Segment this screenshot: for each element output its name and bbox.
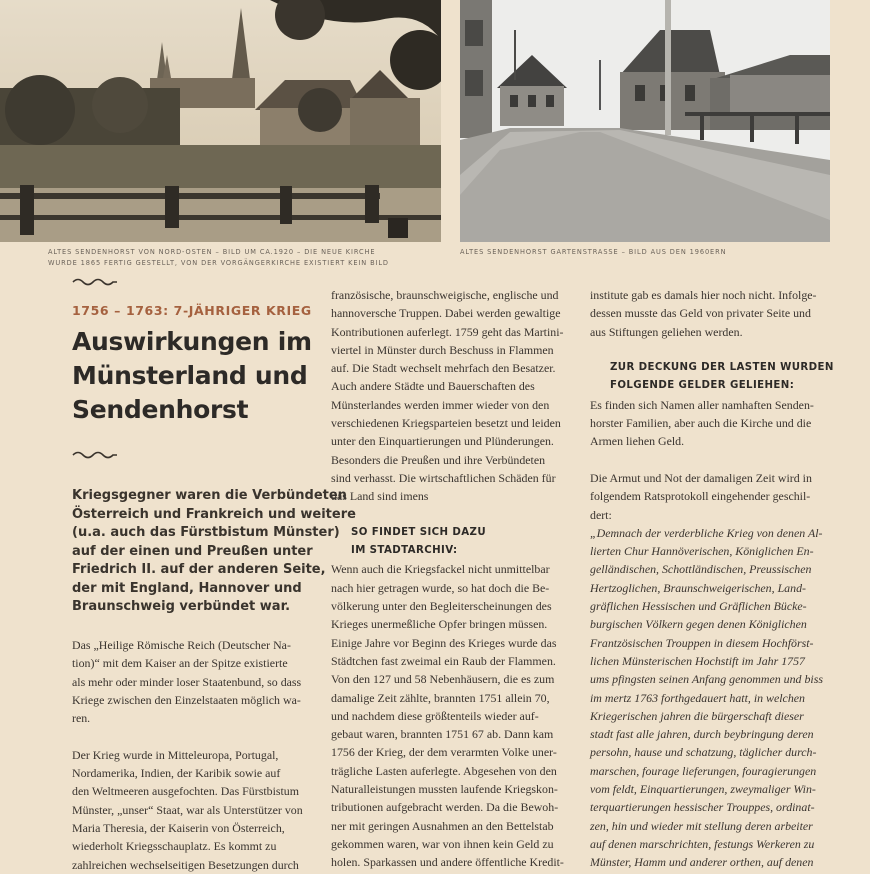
lead-line: (u.a. auch das Fürstbistum Münster) — [72, 525, 340, 540]
subheading-line: ZUR DECKUNG DER LASTEN WURDEN — [610, 362, 834, 374]
body-line: viertel in Münster durch Beschuss in Flammen — [331, 342, 554, 357]
body-line: gebaut waren, brannten 1751 67 ab. Dann kam — [331, 727, 554, 742]
body-line: tributionen aufgebracht werden. Da die Bewoh- — [331, 800, 559, 815]
title-line: Auswirkungen im — [72, 327, 312, 356]
body-line: Auch andere Städte und Bauerschaften des — [331, 379, 535, 394]
article-lead — [72, 487, 356, 617]
lead-line: Kriegsgegner waren die Verbündeten — [72, 488, 347, 503]
quote-line: stadt fast alle jahren, durch beybringung deren — [590, 727, 814, 742]
photo-caption-left — [48, 247, 389, 269]
quote-line: zen, hin und wieder mit stellung deren arbeiter — [590, 818, 813, 833]
article-title — [72, 325, 332, 427]
quote-line: terquartierungen hessischer Trouppes, ordinat- — [590, 800, 815, 815]
quote-line: burgischen Völkern gegen denen Königlichen — [590, 617, 807, 632]
body-line: wiederholt Kriegsschauplatz. Es kommt zu — [72, 839, 277, 854]
body-line: Armen liehen Geld. — [590, 434, 685, 449]
body-line: als mehr oder minder loser Staatenbund, so dass — [72, 674, 302, 689]
quote-line: Kriegerischen jahren die bürgerschaft dieser — [590, 708, 804, 723]
body-line: Das „Heilige Römische Reich (Deutscher Na- — [72, 638, 291, 652]
body-line: französische, braunschweigische, englische und — [331, 288, 559, 302]
body-line: und nachdem diese größtenteils wieder auf- — [331, 708, 539, 723]
lead-line: Braunschweig verbündet war. — [72, 599, 291, 614]
body-line: Naturalleistungen mussten laufende Kriegskon- — [331, 782, 558, 797]
quote-line: persohn, hause und schatzung, täglicher durch- — [590, 745, 817, 760]
article-kicker: 1756 – 1763: 7-JÄHRIGER KRIEG — [72, 303, 312, 318]
body-column-3 — [590, 286, 834, 872]
quote-line: lierten Chur Hannöverischen, Königlichen En- — [590, 544, 814, 559]
body-line: Städtchen fast zweimal ein Raub der Flammen. — [331, 653, 556, 668]
body-line: Kriege zwischen den Einzelstaaten möglich wa- — [72, 692, 301, 707]
body-line: hannoversche Truppen. Dabei werden gewaltige — [331, 306, 561, 321]
quote-line: vom feldt, Einquartierungen, zweymaliger Win- — [590, 782, 816, 797]
body-line: Einige Jahre vor Beginn des Krieges wurde das — [331, 635, 557, 650]
title-line: Münsterland und — [72, 361, 308, 390]
body-line: unter den Einquartierungen und Plünderungen. — [331, 434, 554, 449]
quote-line: ums pfingsten seinen Anfang genommen und biss — [590, 672, 823, 687]
quote-line: gelländischen, Schottländischen, Preussischen — [590, 562, 812, 577]
lead-line: der mit England, Hannover und — [72, 580, 302, 596]
quote-line: gräflichen Hessischen und Gräflichen Bücke- — [590, 599, 807, 614]
ratsprotokoll-quote — [590, 524, 830, 872]
body-line: Münsterlandes werden immer wieder von den — [331, 397, 550, 412]
quote-line: im mertz 1763 forthgedauert hatt, in welchen — [590, 690, 806, 705]
body-line: Kontributionen auferlegt. 1759 geht das Martini- — [331, 324, 564, 339]
body-line: verschiedenen Kriegsparteien besetzt und leiden — [331, 416, 561, 431]
subheading-lasten — [590, 359, 834, 396]
quote-line: auf denen marschrichten, festungs Werkeren zu — [590, 836, 815, 851]
body-line: dessen musste das Geld von privater Seite und — [590, 306, 811, 321]
photo-gartenstrasse — [460, 0, 830, 242]
subheading-stadtarchiv — [331, 524, 571, 561]
body-column-2 — [331, 286, 571, 872]
body-line: Der Krieg wurde in Mitteleuropa, Portugal, — [72, 747, 279, 762]
quote-line: Münster, Hamm und anderer orthen, auf denen — [590, 855, 814, 870]
body-line: Wenn auch die Kriegsfackel nicht unmittelbar — [331, 562, 550, 577]
body-line: zahlreichen wechselseitigen Besetzungen durch — [72, 857, 299, 872]
body-line: aus Stiftungen geliehen werden. — [590, 324, 743, 339]
body-line: gekommen waren, war von ihnen kein Geld zu — [331, 836, 554, 851]
lead-line: auf der einen und Preußen unter — [72, 543, 313, 559]
body-line: völkerung unter den Begleiterscheinungen des — [331, 599, 552, 614]
subheading-line: IM STADTARCHIV: — [351, 545, 458, 557]
body-line: 1756 der Krieg, der dem verarmten Volke uner- — [331, 745, 557, 760]
body-line: Maria Theresia, der Kaiserin von Österreich, — [72, 820, 285, 835]
body-line: tion)“ mit dem Kaiser an der Spitze existierte — [72, 656, 288, 671]
body-column-1 — [72, 636, 312, 874]
caption-line: ALTES SENDENHORST VON NORD-OSTEN – BILD UM CA.1920 – DIE NEUE KIRCHE — [48, 248, 376, 256]
body-line: Nordamerika, Indien, der Karibik sowie auf — [72, 766, 281, 781]
lead-line: Friedrich II. auf der anderen Seite, — [72, 562, 326, 577]
body-line: das Land sind imens — [331, 489, 429, 504]
caption-line: WURDE 1865 FERTIG GESTELLT, VON DER VORGÄNGERKIRCHE EXISTIERT KEIN BILD — [48, 259, 389, 267]
body-line: dert: — [590, 507, 612, 522]
quote-line: lichen Münsterischen Hochstift im Jahr 1757 — [590, 653, 805, 668]
quote-line: Hertzoglichen, Braunschweigerischen, Land- — [590, 580, 806, 595]
body-line: folgendem Ratsprotokoll eingehender geschil- — [590, 489, 811, 504]
photo-caption-right — [460, 247, 726, 258]
body-line: Von den 127 und 58 Nebenhäusern, die es zum — [331, 672, 555, 687]
body-line: auf. Die Stadt wechselt mehrfach den Besatzer. — [331, 361, 556, 376]
wave-ornament — [72, 277, 118, 287]
photo-sendenhorst-north-east — [0, 0, 441, 242]
body-line: sind verhasst. Die wirtschaftlichen Schäden für — [331, 470, 556, 485]
quote-line: Frantzösischen Trouppen in diesem Hochförst- — [590, 635, 814, 650]
quote-line: „Demnach der verderbliche Krieg von denen Al- — [590, 525, 823, 540]
body-line: Besonders die Preußen und ihre Verbündeten — [331, 452, 546, 467]
quote-line: marschen, fourage lieferungen, fouragierungen — [590, 763, 817, 778]
body-line: Die Armut und Not der damaligen Zeit wird in — [590, 470, 812, 485]
body-line: ren. — [72, 711, 91, 726]
body-line: institute gab es damals hier noch nicht. Infolge- — [590, 288, 817, 302]
body-line: holen. Sparkassen und andere öffentliche Kredit- — [331, 855, 564, 870]
body-line: nach hier getragen wurde, so hat doch die Be- — [331, 580, 550, 595]
body-line: Krieges unermeßliche Opfer bringen müssen. — [331, 617, 548, 632]
body-line: horster Familien, aber auch die Kirche und die — [590, 416, 812, 431]
body-line: Münster, „unser“ Staat, war als Unterstützer von — [72, 802, 303, 817]
caption-line: ALTES SENDENHORST GARTENSTRASSE – BILD AUS DEN 1960ERN — [460, 248, 727, 256]
wave-ornament — [72, 450, 118, 460]
lead-line: Österreich und Frankreich und weitere — [72, 506, 356, 522]
subheading-line: FOLGENDE GELDER GELIEHEN: — [610, 380, 795, 392]
body-line: damalige Zeit zählte, brannten 1751 allein 70, — [331, 690, 550, 705]
subheading-line: SO FINDET SICH DAZU — [351, 526, 487, 538]
body-line: den Weltmeeren ausgefochten. Das Fürstbistum — [72, 784, 300, 799]
body-line: Es finden sich Namen aller namhaften Senden- — [590, 397, 814, 412]
body-line: trägliche Lasten auferlegte. Abgesehen von den — [331, 763, 557, 778]
body-line: ner mit geringen Ausnahmen an den Bettelstab — [331, 818, 554, 833]
title-line: Sendenhorst — [72, 395, 249, 424]
